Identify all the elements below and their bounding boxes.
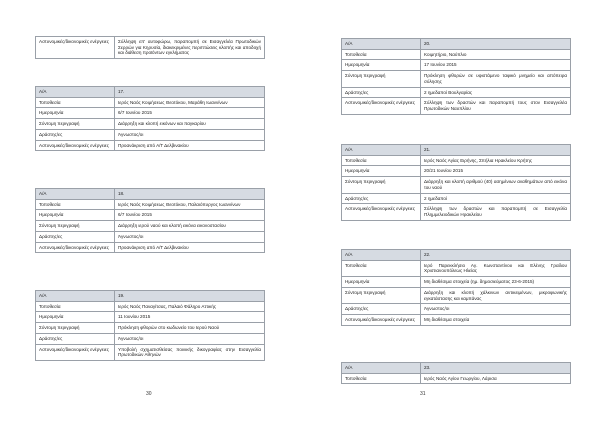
actions-label: Αστυνομικές/δικονομικές ενέργειες xyxy=(36,344,115,360)
table-row xyxy=(36,87,265,98)
record-table-19 xyxy=(35,290,265,361)
aa-label: Α/Α xyxy=(342,39,421,50)
table-row xyxy=(342,373,571,384)
table-row xyxy=(342,277,571,288)
actions-value: Προανάκριση από Α/Τ Δελβινακίου xyxy=(115,140,265,151)
perpetrators-value: Άγνωστος/οι xyxy=(115,231,265,242)
record-table-20 xyxy=(341,38,571,115)
table-row xyxy=(342,193,571,204)
table-row xyxy=(36,221,265,232)
place-label: Τοποθεσία xyxy=(36,199,115,210)
actions-value: Προανάκριση από Α/Τ Δελβινακίου xyxy=(115,242,265,253)
record-table-18 xyxy=(35,188,265,253)
date-value: 17 Ιουνίου 2015 xyxy=(421,60,571,71)
table-row xyxy=(342,250,571,261)
actions-label: Αστυνομικές/δικονομικές ενέργειες xyxy=(36,37,115,59)
table-row xyxy=(342,304,571,315)
date-value: 20/21 Ιουνίου 2015 xyxy=(421,166,571,177)
perpetrators-label: Δράστης/ες xyxy=(342,304,421,315)
aa-label: Α/Α xyxy=(342,145,421,156)
place-value: Ιερός Ναός Κοιμήσεως Θεοτόκου, Παλαιόπυργος Ιωαννίνων xyxy=(115,199,265,210)
table-row xyxy=(36,301,265,312)
table-row xyxy=(36,97,265,108)
actions-value: Σύλληψη των δραστών και παραπομπή σε Εισαγγελία Πλημμελειοδικών Ηρακλείου xyxy=(421,204,571,220)
table-row xyxy=(342,166,571,177)
perpetrators-value: 2 ημεδαποί Βουλγαρίας xyxy=(421,87,571,98)
aa-label: Α/Α xyxy=(342,363,421,374)
perpetrators-value: Άγνωστος/οι xyxy=(115,129,265,140)
table-row xyxy=(36,210,265,221)
perpetrators-value: Άγνωστος/οι xyxy=(115,333,265,344)
record-table-16-fragment xyxy=(35,36,265,59)
table-row xyxy=(36,242,265,253)
date-label: Ημερομηνία xyxy=(342,60,421,71)
actions-value: Σύλληψη επ' αυτοφώρω, παραπομπή σε Εισαγγελέα Πρωτοδικών Σερρών για Κηρυσία, διακεκριμένες περιπτώσεις κλοπής και αποδοχή και διάθεση προϊόντων εγκλήματος xyxy=(115,37,265,59)
table-row xyxy=(36,189,265,200)
place-label: Τοποθεσία xyxy=(342,260,421,276)
record-table-21 xyxy=(341,144,571,221)
aa-label: Α/Α xyxy=(36,87,115,98)
perpetrators-label: Δράστης/ες xyxy=(36,129,115,140)
actions-label: Αστυνομικές/δικονομικές ενέργειες xyxy=(342,315,421,326)
table-row xyxy=(342,204,571,220)
perpetrators-label: Δράστης/ες xyxy=(342,87,421,98)
place-value: Ιερός Ναός Αγίου Γεωργίου, Λάρισα xyxy=(421,373,571,384)
date-label: Ημερομηνία xyxy=(36,108,115,119)
date-label: Ημερομηνία xyxy=(36,312,115,323)
summary-label: Σύντομη περιγραφή xyxy=(342,287,421,303)
perpetrators-value: 2 ημεδαποί xyxy=(421,193,571,204)
actions-label: Αστυνομικές/δικονομικές ενέργειες xyxy=(36,242,115,253)
table-row xyxy=(36,231,265,242)
aa-label: Α/Α xyxy=(36,291,115,302)
place-label: Τοποθεσία xyxy=(36,301,115,312)
table-row xyxy=(342,49,571,60)
table-row xyxy=(342,363,571,374)
date-value: 6/7 Ιουνίου 2015 xyxy=(115,210,265,221)
perpetrators-label: Δράστης/ες xyxy=(36,231,115,242)
date-label: Ημερομηνία xyxy=(342,166,421,177)
place-label: Τοποθεσία xyxy=(342,49,421,60)
table-row xyxy=(36,119,265,130)
place-label: Τοποθεσία xyxy=(36,97,115,108)
summary-value: Πρόκληση φθορών σε υφιστάμενο ταφικό μνημείο και απόπειρα σύλησης xyxy=(421,71,571,87)
actions-value: Υποβολή σχηματισθείσας ποινικής δικογραφίας στην Εισαγγελία Πρωτοδικών Αθηνών xyxy=(115,344,265,360)
table-row xyxy=(36,312,265,323)
actions-label: Αστυνομικές/δικονομικές ενέργειες xyxy=(342,98,421,114)
table-row xyxy=(36,333,265,344)
table-row xyxy=(342,98,571,114)
summary-label: Σύντομη περιγραφή xyxy=(36,221,115,232)
aa-value: 23. xyxy=(421,363,571,374)
table-row xyxy=(342,155,571,166)
actions-label: Αστυνομικές/δικονομικές ενέργειες xyxy=(342,204,421,220)
record-table-17 xyxy=(35,86,265,151)
perpetrators-label: Δράστης/ες xyxy=(36,333,115,344)
aa-value: 21. xyxy=(421,145,571,156)
summary-label: Σύντομη περιγραφή xyxy=(36,119,115,130)
date-label: Ημερομηνία xyxy=(342,277,421,288)
table-row xyxy=(342,145,571,156)
actions-label: Αστυνομικές/δικονομικές ενέργειες xyxy=(36,140,115,151)
table-row xyxy=(36,129,265,140)
summary-label: Σύντομη περιγραφή xyxy=(342,71,421,87)
table-row xyxy=(342,287,571,303)
table-row xyxy=(342,87,571,98)
summary-label: Σύντομη περιγραφή xyxy=(36,323,115,334)
date-value: Μη διαθέσιμα στοιχεία (ημ. δημοσιεύματος 23-6-2015) xyxy=(421,277,571,288)
table-row xyxy=(36,344,265,360)
aa-label: Α/Α xyxy=(36,189,115,200)
aa-value: 18. xyxy=(115,189,265,200)
perpetrators-label: Δράστης/ες xyxy=(342,193,421,204)
aa-label: Α/Α xyxy=(342,250,421,261)
aa-value: 19. xyxy=(115,291,265,302)
table-row xyxy=(342,39,571,50)
place-value: Ιερό Παρεκκλήσιο Αγ. Κωνσταντίνου και Ελένης Γραίλου Χριστιανουπόλεως Ηλείας xyxy=(421,260,571,276)
place-value: Ιερός Ναός Παναγίτσας, Παλαιό Φάληρο Αττικής xyxy=(115,301,265,312)
summary-value: Διάρρηξη ιερού ναού και κλοπή εικόνα εικονοστασίου xyxy=(115,221,265,232)
summary-value: Πρόκληση φθορών στο κωδωνείο του Ιερού Ναού xyxy=(115,323,265,334)
table-row xyxy=(342,177,571,193)
right-page xyxy=(300,0,600,424)
table-row xyxy=(342,260,571,276)
table-row xyxy=(36,323,265,334)
table-row xyxy=(36,199,265,210)
summary-value: Διάρρηξη και κλοπή αριθμού (40) ασημένιων αναθημάτων από εικόνα του ναού xyxy=(421,177,571,193)
table-row xyxy=(36,37,265,59)
summary-value: Διάρρηξη και κλοπή χάλκινων αντικειμένων, μικροφωνικής εγκατάστασης και καμπάνας xyxy=(421,287,571,303)
record-table-23 xyxy=(341,362,571,384)
aa-value: 17. xyxy=(115,87,265,98)
place-value: Κοιμητήριο, Ναύπλιο xyxy=(421,49,571,60)
table-row xyxy=(36,108,265,119)
page-number-left: 30 xyxy=(146,391,152,397)
perpetrators-value: Άγνωστος/οι xyxy=(421,304,571,315)
table-row xyxy=(342,60,571,71)
table-row xyxy=(342,315,571,326)
place-label: Τοποθεσία xyxy=(342,373,421,384)
aa-value: 22. xyxy=(421,250,571,261)
aa-value: 20. xyxy=(421,39,571,50)
place-label: Τοποθεσία xyxy=(342,155,421,166)
record-table-22 xyxy=(341,249,571,326)
summary-value: Διάρρηξη και κλοπή εικόνων και παγκαρίου xyxy=(115,119,265,130)
summary-label: Σύντομη περιγραφή xyxy=(342,177,421,193)
table-row xyxy=(342,71,571,87)
actions-value: Σύλληψη των δραστών και παραπομπή τους στον Εισαγγελέα Πρωτοδικών Ναυπλίου xyxy=(421,98,571,114)
table-row xyxy=(36,291,265,302)
place-value: Ιερός Ναός Κοιμήσεως Θεοτόκου, Μαράθη Ιωαννίνων xyxy=(115,97,265,108)
date-label: Ημερομηνία xyxy=(36,210,115,221)
page-number-right: 31 xyxy=(420,391,426,397)
table-row xyxy=(36,140,265,151)
actions-value: Μη διαθέσιμα στοιχεία xyxy=(421,315,571,326)
date-value: 6/7 Ιουνίου 2015 xyxy=(115,108,265,119)
date-value: 11 Ιουνίου 2015 xyxy=(115,312,265,323)
place-value: Ιερός Ναός Αγίας Ειρήνης, Σπήλια Ηρακλείου Κρήτης xyxy=(421,155,571,166)
